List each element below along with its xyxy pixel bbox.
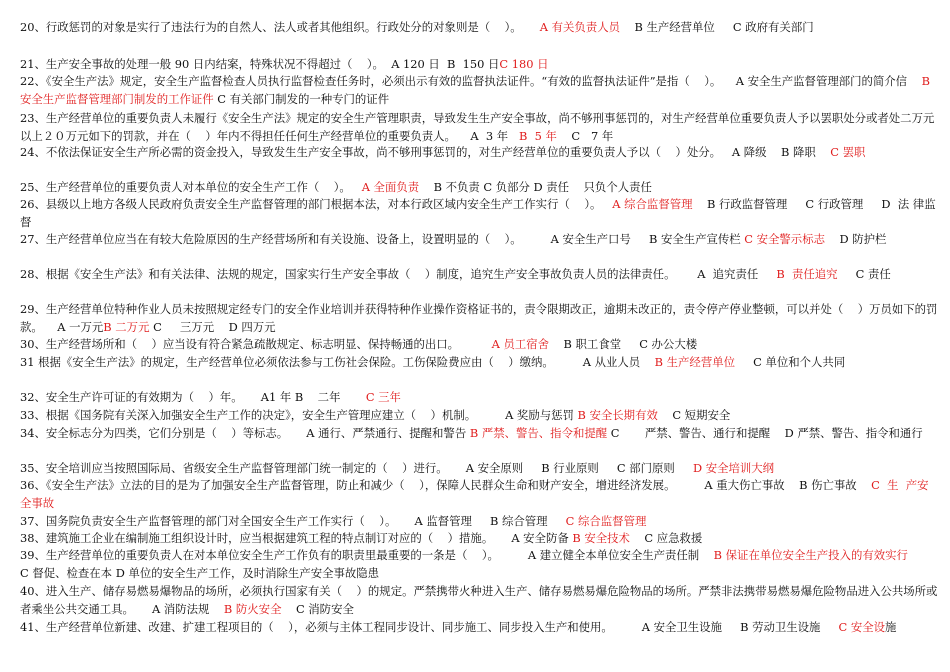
question-text: C 短期安全 <box>657 408 731 422</box>
question-21 <box>20 55 938 73</box>
question-text: C 严禁、警告、通行和提醒 D 严禁、警告、指令和通行 <box>607 426 923 440</box>
question-text: 25、生产经营单位的重要负责人对本单位的安全生产工作（ ）。 <box>20 180 362 194</box>
question-text: C 应急救援 <box>629 531 703 545</box>
answer-highlight: B 二万元 <box>103 320 150 334</box>
question-text: 26、县级以上地方各级人民政府负责安全生产监督管理的部门根据本法，对本行政区域内安全生产工作实行（ ）。 <box>20 197 613 211</box>
question-text: 34、安全标志分为四类，它们分别是（ ）等标志。 A 通行、严禁通行、提醒和警告 <box>20 426 470 440</box>
question-22 <box>20 72 938 108</box>
answer-highlight: B 责任追究 <box>776 267 838 281</box>
question-text: B 生产经营单位 C 政府有关部门 <box>620 20 814 34</box>
answer-highlight: B 保证在单位安全生产投入的有效实行 <box>713 548 908 562</box>
question-text: 37、国务院负责安全生产监督管理的部门对全国安全生产工作实行（ ）。 A 监督管理 B 综合管理 <box>20 514 566 528</box>
question-text: 41、生产经营单位新建、改建、扩建工程项目的（ ），必须与主体工程同步设计、同步施工、同步投入生产和使用。 A 安全卫生设施 B 劳动卫生设施 <box>20 620 839 634</box>
question-text: 35、安全培训应当按照国际局、省级安全生产监督管理部门统一制定的（ ）进行。 A 安全原则 B 行业原则 C 部门原则 <box>20 461 693 475</box>
answer-highlight: A 综合监督管理 <box>612 197 693 211</box>
question-text: C 单位和个人共同 <box>735 355 846 369</box>
question-23 <box>20 109 938 145</box>
question-text: C 消防安全 <box>281 602 354 616</box>
answer-highlight: B 严禁、警告、指令和提醒 <box>469 426 608 440</box>
answer-highlight: C 综合监督管理 <box>565 514 647 528</box>
question-text: 31 根据《安全生产法》的规定，生产经营单位必须依法参与工伤社会保险。工伤保险费应由（ ）缴纳。 A 从业人员 <box>20 355 655 369</box>
question-text: 20、行政惩罚的对象是实行了违法行为的自然人、法人或者其他组织。行政处分的对象则是（ ）。 <box>20 20 540 34</box>
answer-highlight: C 180 日 <box>499 57 549 71</box>
question-text: 28、根据《安全生产法》和有关法律、法规的规定，国家实行生产安全事故（ ）制度，追究生产安全事故负责人员的法律责任。 A 追究责任 <box>20 267 777 281</box>
answer-highlight: B 安全长期有效 <box>577 408 658 422</box>
question-text: B 行政监督管理 C 行政管理 D 法 律监督 <box>20 197 936 229</box>
question-text: 22、《安全生产法》规定，安全生产监督检查人员执行监督检查任务时，必须出示有效的监督执法证件。“有效的监督执法证件”是指（ ）。 A 安全生产监督管理部门的简介信 <box>20 74 922 88</box>
question-34 <box>20 424 938 442</box>
question-text: 36、《安全生产法》立法的目的是为了加强安全生产监督管理，防止和减少（ ），保障人民群众生命和财产安全，增进经济发展。 A 重大伤亡事故 B 伤亡事故 <box>20 478 872 492</box>
answer-highlight: B 5 年 <box>519 129 557 143</box>
question-38 <box>20 529 938 547</box>
answer-highlight: C 三年 <box>365 390 401 404</box>
question-27 <box>20 230 938 248</box>
question-text: D 防护栏 <box>824 232 887 246</box>
answer-highlight: B 安全生产监督管理部门制发的工作证件 <box>20 74 934 106</box>
question-text: 施 <box>885 620 897 634</box>
answer-highlight: C 安全警示标志 <box>744 232 825 246</box>
answer-highlight: C 安全设 <box>838 620 886 634</box>
question-26 <box>20 195 938 231</box>
question-text: 30、生产经营场所和（ ）应当设有符合紧急疏散规定、标志明显、保持畅通的出口。 <box>20 337 492 351</box>
question-text: C 有关部门制发的一种专门的证件 <box>213 92 390 106</box>
question-text: B 不负责 C 负部分 D 责任 只负个人责任 <box>419 180 652 194</box>
question-31 <box>20 353 938 371</box>
question-text: 21、生产安全事故的处理一般 90 日内结案，特殊状况不得超过（ ）。 A 120 日 B 150 日 <box>20 57 500 71</box>
question-40 <box>20 582 938 618</box>
answer-highlight: A 全面负责 <box>361 180 420 194</box>
question-text: C 三万元 D 四万元 <box>149 320 276 334</box>
question-text: 33、根据《国务院有关深入加强安全生产工作的决定》，安全生产管理应建立（ ）机制。 A 奖励与惩罚 <box>20 408 578 422</box>
question-28 <box>20 265 938 283</box>
question-29 <box>20 300 938 336</box>
question-24 <box>20 143 938 161</box>
question-text: C 责任 <box>837 267 891 281</box>
question-33 <box>20 406 938 424</box>
question-text: C 督促、检查在本 D 单位的安全生产工作，及时消除生产安全事故隐患 <box>20 548 934 580</box>
question-20 <box>20 18 938 36</box>
question-text: 23、生产经营单位的重要负责人未履行《安全生产法》规定的安全生产管理职责，导致发生生产安全事故，尚不够刑事惩罚的，对生产经营单位重要负责人予以罢职处分或者处二万元以上２０万元如下的罚款，并在（ ）年内不得担任任何生产经营单位的重要负责人。 A 3 年 <box>20 111 935 143</box>
answer-highlight: C 罢职 <box>830 145 866 159</box>
question-35 <box>20 459 938 477</box>
question-41 <box>20 618 938 636</box>
question-text: 24、不依法保证安全生产所必需的资金投入，导致发生生产安全事故，尚不够刑事惩罚的，对生产经营单位的重要负责人予以（ ）处分。 A 降级 B 降职 <box>20 145 831 159</box>
answer-highlight: B 生产经营单位 <box>654 355 735 369</box>
question-37 <box>20 512 938 530</box>
question-30 <box>20 335 938 353</box>
answer-highlight: A 有关负责人员 <box>539 20 620 34</box>
question-36 <box>20 476 938 512</box>
answer-highlight: B 防火安全 <box>223 602 282 616</box>
question-text: 39、生产经营单位的重要负责人在对本单位安全生产工作负有的职责里最重要的一条是（ ）。 A 建立健全本单位安全生产责任制 <box>20 548 714 562</box>
question-text: 29、生产经营单位特种作业人员未按照规定经专门的安全作业培训并获得特种作业操作资格证书的，责令限期改正，逾期未改正的，责令停产停业整顿，可以并处（ ）万员如下的罚款。 A 一万元 <box>20 302 938 334</box>
answer-highlight: D 安全培训大纲 <box>692 461 775 475</box>
question-text: 38、建筑施工企业在编制施工组织设计时，应当根据建筑工程的特点制订对应的（ ）措施。 A 安全防备 <box>20 531 573 545</box>
answer-highlight: A 员工宿舍 <box>491 337 550 351</box>
question-text: 40、进入生产、储存易燃易爆物品的场所，必须执行国家有关（ ）的规定。严禁携带火种进入生产、储存易燃易爆危险物品的场所。严禁非法携带易燃易爆危险物品进入公共场所或者乘坐公共交通工具。 A 消防法规 <box>20 584 938 616</box>
question-text: B 职工食堂 C 办公大楼 <box>549 337 698 351</box>
question-25 <box>20 178 938 196</box>
question-39 <box>20 546 938 582</box>
answer-highlight: B 安全技术 <box>572 531 630 545</box>
question-32 <box>20 388 938 406</box>
question-text: 27、生产经营单位应当在有较大危险原因的生产经营场所和有关设施、设备上，设置明显的（ ）。 A 安全生产口号 B 安全生产宣传栏 <box>20 232 745 246</box>
question-text: C 7 年 <box>556 129 614 143</box>
question-text: 32、安全生产许可证的有效期为（ ）年。 A1 年 B 二年 <box>20 390 366 404</box>
answer-highlight: C 生 产安全事故 <box>20 478 929 510</box>
